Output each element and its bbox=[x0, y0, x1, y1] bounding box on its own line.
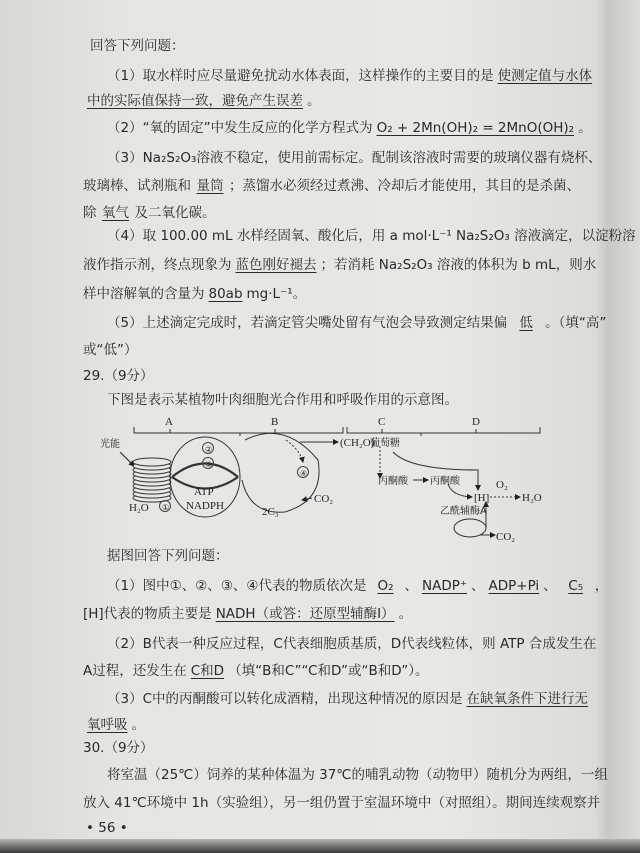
text-segment: [H]代表的物质主要是 bbox=[83, 606, 212, 622]
text-segment: 液作指示剂，终点现象为 bbox=[83, 257, 232, 273]
text-segment: ；蒸馏水必须经过煮沸、冷却后才能使用，其目的是杀菌、 bbox=[229, 178, 580, 194]
thylakoid-stack-icon bbox=[133, 458, 171, 502]
answer-blank: 在缺氧条件下进行无 bbox=[466, 691, 589, 707]
text-segment: mg·L⁻¹。 bbox=[246, 286, 307, 302]
acetyl-coa-label: 乙酰辅酶A bbox=[440, 506, 487, 517]
text-segment: 玻璃棒、试剂瓶和 bbox=[83, 178, 191, 194]
text-segment: 样中溶解氧的含量为 bbox=[83, 286, 205, 302]
text-segment: 29.（9分） bbox=[83, 368, 154, 384]
text-segment: 将室温（25℃）饲养的某种体温为 37℃的哺乳动物（动物甲）随机分为两组，一组 bbox=[107, 767, 608, 783]
text-segment: 。 bbox=[307, 93, 321, 109]
text-segment: • 56 • bbox=[86, 820, 128, 836]
answer-blank: C和D bbox=[190, 663, 225, 679]
h2o-left-label: H₂O bbox=[129, 502, 149, 514]
answer-blank: 氧气 bbox=[102, 205, 129, 221]
text-segment: 、 bbox=[471, 578, 485, 594]
glucose-label: 葡萄糖 bbox=[370, 438, 400, 449]
text-segment: （3）C中的丙酮酸可以转化成酒精，出现这种情况的原因是 bbox=[107, 691, 463, 707]
text-segment: 。 bbox=[578, 120, 592, 136]
pyruvate-label-2: 丙酮酸 bbox=[430, 476, 460, 487]
answer-blank: 氧呼吸 bbox=[87, 717, 128, 733]
text-segment: 据图回答下列问题： bbox=[107, 548, 229, 564]
label-c: C bbox=[378, 416, 386, 428]
text-segment: （2）B代表一种反应过程，C代表细胞质基质，D代表线粒体，则 ATP 合成发生在 bbox=[107, 636, 597, 652]
answer-blank: O₂ + 2Mn(OH)₂ = 2MnO(OH)₂ bbox=[376, 120, 575, 136]
text-segment: ， bbox=[594, 578, 609, 594]
pyruvate-label-1: 丙酮酸 bbox=[378, 476, 408, 487]
answer-blank: 使测定值与水体 bbox=[497, 68, 593, 84]
text-segment: （1）图中①、②、③、④代表的物质依次是 bbox=[107, 578, 367, 594]
text-segment: 。（填“高” bbox=[545, 315, 607, 331]
text-segment: 、 bbox=[404, 578, 418, 594]
text-segment: 下图是表示某植物叶肉细胞光合作用和呼吸作用的示意图。 bbox=[107, 392, 458, 408]
text-segment: （填“B和C”“C和D”或“B和D”）。 bbox=[228, 663, 429, 679]
text-segment: （4）取 100.00 mL 水样经固氧、酸化后，用 a mol·L⁻¹ Na₂S₂O₃ 溶液滴定，以淀粉溶 bbox=[107, 228, 636, 244]
co2-b-label: CO₂ bbox=[314, 493, 334, 505]
c3-label: 2C₃ bbox=[262, 506, 279, 518]
h-label: [H] bbox=[474, 492, 490, 504]
text-segment: （1）取水样时应尽量避免扰动水体表面，这样操作的主要目的是 bbox=[107, 68, 494, 84]
text-segment: 及二氧化碳。 bbox=[134, 205, 216, 221]
nadph-label: NADPH bbox=[186, 500, 224, 512]
answer-blank: 低 bbox=[519, 315, 533, 331]
text-segment: （5）上述滴定完成时，若滴定管尖嘴处留有气泡会导致测定结果偏 bbox=[107, 315, 508, 331]
atp-label: ATP bbox=[194, 486, 214, 498]
answer-blank: 中的实际值保持一致，避免产生误差 bbox=[87, 93, 303, 109]
marker-1: ① bbox=[162, 503, 170, 512]
text-segment: （2）“氧的固定”中发生反应的化学方程式为 bbox=[107, 120, 373, 136]
label-a: A bbox=[165, 416, 173, 428]
text-segment: 回答下列问题： bbox=[90, 38, 185, 54]
marker-3: ③ bbox=[205, 460, 213, 469]
text-segment: 。 bbox=[131, 717, 145, 733]
answer-blank: NADH（或答：还原型辅酶Ⅰ） bbox=[215, 606, 395, 622]
co2-d-label: CO₂ bbox=[496, 531, 516, 543]
label-b: B bbox=[271, 416, 279, 428]
h2o-right-label: H₂O bbox=[522, 492, 542, 504]
text-segment: 、 bbox=[543, 578, 557, 594]
text-segment: ；若消耗 Na₂S₂O₃ 溶液的体积为 b mL，则水 bbox=[320, 257, 597, 273]
answer-blank: 蓝色刚好褪去 bbox=[235, 257, 317, 273]
ch2o-label: (CH₂O) bbox=[340, 437, 375, 449]
section-brackets bbox=[134, 427, 540, 436]
text-segment: A过程，还发生在 bbox=[83, 663, 187, 679]
answer-blank: C₅ bbox=[568, 578, 584, 594]
answer-blank: 80ab bbox=[208, 286, 243, 302]
label-d: D bbox=[472, 416, 480, 428]
answer-blank: ADP+Pi bbox=[488, 578, 540, 594]
light-label: 光能 bbox=[100, 439, 120, 450]
text-segment: 放入 41℃环境中 1h（实验组），另一组仍置于室温环境中（对照组）。期间连续观察并 bbox=[83, 795, 601, 811]
answer-blank: NADP⁺ bbox=[422, 578, 467, 594]
o2-label: O₂ bbox=[496, 479, 508, 491]
answer-blank: 量筒 bbox=[196, 178, 224, 194]
text-segment: （3）Na₂S₂O₃溶液不稳定，使用前需标定。配制该溶液时需要的玻璃仪器有烧杯、 bbox=[107, 150, 602, 166]
marker-4: ④ bbox=[300, 469, 308, 478]
text-segment: 。 bbox=[398, 606, 413, 622]
marker-2: ② bbox=[205, 445, 213, 454]
text-segment: 除 bbox=[83, 205, 97, 221]
light-arrow bbox=[120, 452, 134, 466]
answer-blank: O₂ bbox=[377, 578, 394, 594]
text-segment: 或“低”） bbox=[83, 342, 138, 358]
text-segment: 30.（9分） bbox=[83, 740, 154, 756]
